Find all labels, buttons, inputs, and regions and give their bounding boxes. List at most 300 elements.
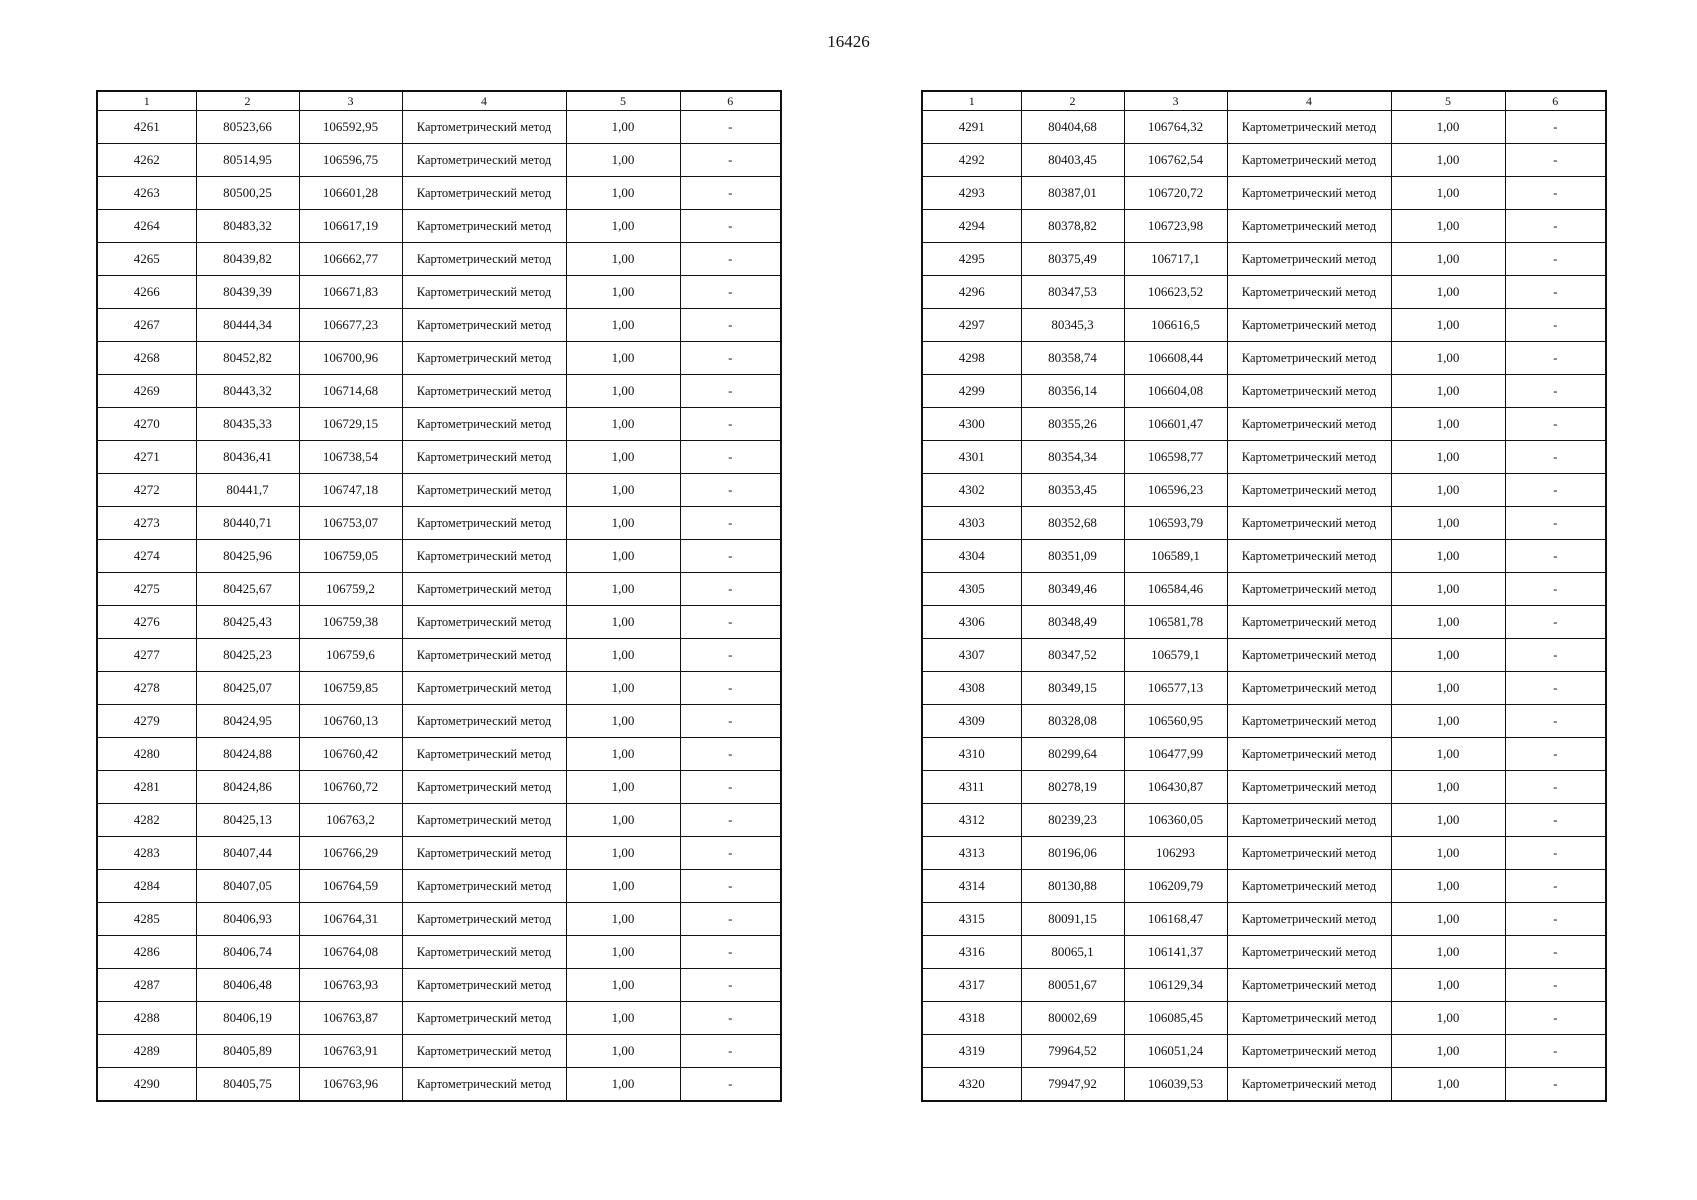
- method-cell: Картометрический метод: [402, 1002, 566, 1035]
- table-row: [97, 903, 781, 936]
- point-number-cell: 4311: [922, 771, 1021, 804]
- table-row: [922, 672, 1606, 705]
- x-coordinate-cell: 80441,7: [196, 474, 299, 507]
- description-cell: -: [680, 309, 781, 342]
- accuracy-cell: 1,00: [566, 969, 680, 1002]
- accuracy-cell: 1,00: [1391, 375, 1505, 408]
- point-number-cell: 4295: [922, 243, 1021, 276]
- point-number-cell: 4268: [97, 342, 196, 375]
- table-row: [97, 243, 781, 276]
- method-cell: Картометрический метод: [1227, 870, 1391, 903]
- point-number-cell: 4277: [97, 639, 196, 672]
- method-cell: Картометрический метод: [1227, 243, 1391, 276]
- method-cell: Картометрический метод: [1227, 639, 1391, 672]
- table-row: [97, 177, 781, 210]
- column-header-6: 6: [1505, 91, 1606, 111]
- point-number-cell: 4288: [97, 1002, 196, 1035]
- method-cell: Картометрический метод: [402, 441, 566, 474]
- y-coordinate-cell: 106579,1: [1124, 639, 1227, 672]
- accuracy-cell: 1,00: [566, 210, 680, 243]
- y-coordinate-cell: 106763,2: [299, 804, 402, 837]
- description-cell: -: [680, 705, 781, 738]
- table-row: [97, 1002, 781, 1035]
- accuracy-cell: 1,00: [566, 804, 680, 837]
- point-number-cell: 4265: [97, 243, 196, 276]
- method-cell: Картометрический метод: [1227, 804, 1391, 837]
- table-row: [922, 969, 1606, 1002]
- point-number-cell: 4264: [97, 210, 196, 243]
- description-cell: -: [1505, 408, 1606, 441]
- x-coordinate-cell: 80358,74: [1021, 342, 1124, 375]
- table-row: [97, 474, 781, 507]
- x-coordinate-cell: 80514,95: [196, 144, 299, 177]
- column-header-1: 1: [97, 91, 196, 111]
- accuracy-cell: 1,00: [1391, 672, 1505, 705]
- accuracy-cell: 1,00: [1391, 243, 1505, 276]
- description-cell: -: [680, 903, 781, 936]
- accuracy-cell: 1,00: [1391, 474, 1505, 507]
- point-number-cell: 4261: [97, 111, 196, 144]
- point-number-cell: 4291: [922, 111, 1021, 144]
- table-row: [97, 606, 781, 639]
- method-cell: Картометрический метод: [402, 573, 566, 606]
- table-row: [922, 606, 1606, 639]
- method-cell: Картометрический метод: [402, 408, 566, 441]
- description-cell: -: [1505, 540, 1606, 573]
- point-number-cell: 4294: [922, 210, 1021, 243]
- x-coordinate-cell: 80425,96: [196, 540, 299, 573]
- accuracy-cell: 1,00: [566, 1068, 680, 1102]
- x-coordinate-cell: 80299,64: [1021, 738, 1124, 771]
- table-row: [97, 111, 781, 144]
- table-body-right: [922, 111, 1606, 1102]
- y-coordinate-cell: 106581,78: [1124, 606, 1227, 639]
- y-coordinate-cell: 106662,77: [299, 243, 402, 276]
- y-coordinate-cell: 106589,1: [1124, 540, 1227, 573]
- method-cell: Картометрический метод: [402, 144, 566, 177]
- accuracy-cell: 1,00: [566, 177, 680, 210]
- x-coordinate-cell: 80355,26: [1021, 408, 1124, 441]
- description-cell: -: [680, 870, 781, 903]
- table-row: [97, 672, 781, 705]
- method-cell: Картометрический метод: [1227, 408, 1391, 441]
- y-coordinate-cell: 106601,28: [299, 177, 402, 210]
- accuracy-cell: 1,00: [566, 639, 680, 672]
- y-coordinate-cell: 106209,79: [1124, 870, 1227, 903]
- point-number-cell: 4262: [97, 144, 196, 177]
- method-cell: Картометрический метод: [1227, 276, 1391, 309]
- table-row: [97, 738, 781, 771]
- point-number-cell: 4286: [97, 936, 196, 969]
- column-header-5: 5: [1391, 91, 1505, 111]
- table-row: [922, 540, 1606, 573]
- description-cell: -: [1505, 507, 1606, 540]
- x-coordinate-cell: 80352,68: [1021, 507, 1124, 540]
- method-cell: Картометрический метод: [402, 540, 566, 573]
- point-number-cell: 4300: [922, 408, 1021, 441]
- description-cell: -: [680, 1002, 781, 1035]
- column-header-6: 6: [680, 91, 781, 111]
- method-cell: Картометрический метод: [402, 375, 566, 408]
- description-cell: -: [1505, 606, 1606, 639]
- method-cell: Картометрический метод: [402, 870, 566, 903]
- y-coordinate-cell: 106723,98: [1124, 210, 1227, 243]
- table-row: [922, 474, 1606, 507]
- accuracy-cell: 1,00: [1391, 507, 1505, 540]
- description-cell: -: [680, 936, 781, 969]
- y-coordinate-cell: 106477,99: [1124, 738, 1227, 771]
- description-cell: -: [1505, 771, 1606, 804]
- page-number: 16426: [827, 32, 870, 51]
- point-number-cell: 4305: [922, 573, 1021, 606]
- description-cell: -: [680, 1035, 781, 1068]
- description-cell: -: [680, 540, 781, 573]
- method-cell: Картометрический метод: [402, 1035, 566, 1068]
- point-number-cell: 4298: [922, 342, 1021, 375]
- method-cell: Картометрический метод: [1227, 573, 1391, 606]
- method-cell: Картометрический метод: [402, 606, 566, 639]
- point-number-cell: 4278: [97, 672, 196, 705]
- x-coordinate-cell: 80425,43: [196, 606, 299, 639]
- method-cell: Картометрический метод: [1227, 342, 1391, 375]
- y-coordinate-cell: 106753,07: [299, 507, 402, 540]
- y-coordinate-cell: 106759,6: [299, 639, 402, 672]
- point-number-cell: 4276: [97, 606, 196, 639]
- y-coordinate-cell: 106051,24: [1124, 1035, 1227, 1068]
- y-coordinate-cell: 106759,2: [299, 573, 402, 606]
- accuracy-cell: 1,00: [566, 672, 680, 705]
- x-coordinate-cell: 80387,01: [1021, 177, 1124, 210]
- description-cell: -: [680, 738, 781, 771]
- x-coordinate-cell: 80353,45: [1021, 474, 1124, 507]
- x-coordinate-cell: 80328,08: [1021, 705, 1124, 738]
- description-cell: -: [680, 639, 781, 672]
- column-header-3: 3: [299, 91, 402, 111]
- y-coordinate-cell: 106714,68: [299, 375, 402, 408]
- method-cell: Картометрический метод: [402, 474, 566, 507]
- accuracy-cell: 1,00: [566, 144, 680, 177]
- x-coordinate-cell: 80351,09: [1021, 540, 1124, 573]
- table-row: [97, 375, 781, 408]
- method-cell: Картометрический метод: [1227, 837, 1391, 870]
- point-number-cell: 4274: [97, 540, 196, 573]
- accuracy-cell: 1,00: [1391, 276, 1505, 309]
- x-coordinate-cell: 80424,95: [196, 705, 299, 738]
- table-row: [97, 1035, 781, 1068]
- y-coordinate-cell: 106729,15: [299, 408, 402, 441]
- x-coordinate-cell: 80347,53: [1021, 276, 1124, 309]
- description-cell: -: [1505, 573, 1606, 606]
- method-cell: Картометрический метод: [402, 507, 566, 540]
- y-coordinate-cell: 106608,44: [1124, 342, 1227, 375]
- y-coordinate-cell: 106764,31: [299, 903, 402, 936]
- column-header-4: 4: [1227, 91, 1391, 111]
- y-coordinate-cell: 106766,29: [299, 837, 402, 870]
- table-row: [922, 705, 1606, 738]
- y-coordinate-cell: 106760,42: [299, 738, 402, 771]
- description-cell: -: [1505, 309, 1606, 342]
- accuracy-cell: 1,00: [1391, 210, 1505, 243]
- point-number-cell: 4318: [922, 1002, 1021, 1035]
- method-cell: Картометрический метод: [402, 342, 566, 375]
- x-coordinate-cell: 80375,49: [1021, 243, 1124, 276]
- x-coordinate-cell: 80348,49: [1021, 606, 1124, 639]
- method-cell: Картометрический метод: [1227, 474, 1391, 507]
- x-coordinate-cell: 80406,93: [196, 903, 299, 936]
- point-number-cell: 4279: [97, 705, 196, 738]
- y-coordinate-cell: 106763,91: [299, 1035, 402, 1068]
- table-row: [922, 837, 1606, 870]
- x-coordinate-cell: 80405,75: [196, 1068, 299, 1102]
- table-row: [922, 1068, 1606, 1102]
- y-coordinate-cell: 106738,54: [299, 441, 402, 474]
- accuracy-cell: 1,00: [1391, 408, 1505, 441]
- x-coordinate-cell: 80443,32: [196, 375, 299, 408]
- x-coordinate-cell: 80425,67: [196, 573, 299, 606]
- x-coordinate-cell: 79947,92: [1021, 1068, 1124, 1102]
- point-number-cell: 4293: [922, 177, 1021, 210]
- description-cell: -: [1505, 870, 1606, 903]
- accuracy-cell: 1,00: [1391, 936, 1505, 969]
- table-row: [922, 243, 1606, 276]
- x-coordinate-cell: 80349,46: [1021, 573, 1124, 606]
- table-row: [922, 507, 1606, 540]
- point-number-cell: 4282: [97, 804, 196, 837]
- y-coordinate-cell: 106764,32: [1124, 111, 1227, 144]
- table-row: [922, 771, 1606, 804]
- table-row: [922, 408, 1606, 441]
- x-coordinate-cell: 80196,06: [1021, 837, 1124, 870]
- description-cell: -: [1505, 243, 1606, 276]
- x-coordinate-cell: 80407,05: [196, 870, 299, 903]
- method-cell: Картометрический метод: [1227, 375, 1391, 408]
- accuracy-cell: 1,00: [566, 771, 680, 804]
- column-header-3: 3: [1124, 91, 1227, 111]
- table-row: [97, 144, 781, 177]
- column-header-1: 1: [922, 91, 1021, 111]
- coordinates-table-left: [96, 90, 782, 1102]
- x-coordinate-cell: 80425,13: [196, 804, 299, 837]
- method-cell: Картометрический метод: [1227, 507, 1391, 540]
- y-coordinate-cell: 106671,83: [299, 276, 402, 309]
- method-cell: Картометрический метод: [1227, 210, 1391, 243]
- accuracy-cell: 1,00: [1391, 1002, 1505, 1035]
- x-coordinate-cell: 80424,86: [196, 771, 299, 804]
- x-coordinate-cell: 80405,89: [196, 1035, 299, 1068]
- x-coordinate-cell: 80440,71: [196, 507, 299, 540]
- description-cell: -: [1505, 1035, 1606, 1068]
- y-coordinate-cell: 106141,37: [1124, 936, 1227, 969]
- description-cell: -: [1505, 276, 1606, 309]
- x-coordinate-cell: 80239,23: [1021, 804, 1124, 837]
- description-cell: -: [680, 672, 781, 705]
- point-number-cell: 4312: [922, 804, 1021, 837]
- column-header-4: 4: [402, 91, 566, 111]
- accuracy-cell: 1,00: [566, 903, 680, 936]
- method-cell: Картометрический метод: [1227, 540, 1391, 573]
- description-cell: -: [680, 969, 781, 1002]
- accuracy-cell: 1,00: [566, 573, 680, 606]
- y-coordinate-cell: 106623,52: [1124, 276, 1227, 309]
- table-row: [97, 804, 781, 837]
- point-number-cell: 4308: [922, 672, 1021, 705]
- accuracy-cell: 1,00: [1391, 441, 1505, 474]
- point-number-cell: 4297: [922, 309, 1021, 342]
- table-row: [922, 210, 1606, 243]
- x-coordinate-cell: 80439,39: [196, 276, 299, 309]
- method-cell: Картометрический метод: [1227, 144, 1391, 177]
- point-number-cell: 4303: [922, 507, 1021, 540]
- x-coordinate-cell: 80424,88: [196, 738, 299, 771]
- accuracy-cell: 1,00: [1391, 606, 1505, 639]
- description-cell: -: [1505, 1002, 1606, 1035]
- y-coordinate-cell: 106764,59: [299, 870, 402, 903]
- point-number-cell: 4315: [922, 903, 1021, 936]
- accuracy-cell: 1,00: [1391, 1035, 1505, 1068]
- y-coordinate-cell: 106700,96: [299, 342, 402, 375]
- y-coordinate-cell: 106759,85: [299, 672, 402, 705]
- description-cell: -: [680, 375, 781, 408]
- description-cell: -: [680, 441, 781, 474]
- table-row: [922, 441, 1606, 474]
- x-coordinate-cell: 80435,33: [196, 408, 299, 441]
- description-cell: -: [680, 1068, 781, 1102]
- point-number-cell: 4267: [97, 309, 196, 342]
- method-cell: Картометрический метод: [402, 309, 566, 342]
- accuracy-cell: 1,00: [1391, 309, 1505, 342]
- table-row: [97, 969, 781, 1002]
- accuracy-cell: 1,00: [1391, 177, 1505, 210]
- x-coordinate-cell: 80436,41: [196, 441, 299, 474]
- description-cell: -: [1505, 738, 1606, 771]
- x-coordinate-cell: 80444,34: [196, 309, 299, 342]
- table-row: [97, 540, 781, 573]
- accuracy-cell: 1,00: [1391, 639, 1505, 672]
- x-coordinate-cell: 80425,07: [196, 672, 299, 705]
- x-coordinate-cell: 80130,88: [1021, 870, 1124, 903]
- table-row: [922, 804, 1606, 837]
- y-coordinate-cell: 106763,93: [299, 969, 402, 1002]
- method-cell: Картометрический метод: [402, 276, 566, 309]
- accuracy-cell: 1,00: [566, 507, 680, 540]
- description-cell: -: [1505, 837, 1606, 870]
- description-cell: -: [680, 276, 781, 309]
- x-coordinate-cell: 80403,45: [1021, 144, 1124, 177]
- description-cell: -: [680, 243, 781, 276]
- accuracy-cell: 1,00: [1391, 540, 1505, 573]
- table-row: [922, 870, 1606, 903]
- point-number-cell: 4304: [922, 540, 1021, 573]
- x-coordinate-cell: 80406,74: [196, 936, 299, 969]
- x-coordinate-cell: 80356,14: [1021, 375, 1124, 408]
- description-cell: -: [1505, 144, 1606, 177]
- x-coordinate-cell: 80345,3: [1021, 309, 1124, 342]
- y-coordinate-cell: 106584,46: [1124, 573, 1227, 606]
- x-coordinate-cell: 80452,82: [196, 342, 299, 375]
- accuracy-cell: 1,00: [566, 111, 680, 144]
- accuracy-cell: 1,00: [566, 705, 680, 738]
- point-number-cell: 4275: [97, 573, 196, 606]
- y-coordinate-cell: 106360,05: [1124, 804, 1227, 837]
- table-row: [97, 210, 781, 243]
- method-cell: Картометрический метод: [402, 738, 566, 771]
- y-coordinate-cell: 106747,18: [299, 474, 402, 507]
- x-coordinate-cell: 80378,82: [1021, 210, 1124, 243]
- description-cell: -: [680, 210, 781, 243]
- point-number-cell: 4273: [97, 507, 196, 540]
- point-number-cell: 4287: [97, 969, 196, 1002]
- x-coordinate-cell: 80406,48: [196, 969, 299, 1002]
- point-number-cell: 4270: [97, 408, 196, 441]
- table-row: [922, 309, 1606, 342]
- method-cell: Картометрический метод: [1227, 705, 1391, 738]
- point-number-cell: 4320: [922, 1068, 1021, 1102]
- y-coordinate-cell: 106560,95: [1124, 705, 1227, 738]
- description-cell: -: [1505, 639, 1606, 672]
- point-number-cell: 4283: [97, 837, 196, 870]
- table-row: [922, 177, 1606, 210]
- accuracy-cell: 1,00: [1391, 804, 1505, 837]
- description-cell: -: [1505, 111, 1606, 144]
- accuracy-cell: 1,00: [566, 276, 680, 309]
- accuracy-cell: 1,00: [1391, 705, 1505, 738]
- accuracy-cell: 1,00: [1391, 1068, 1505, 1102]
- description-cell: -: [680, 573, 781, 606]
- table-row: [97, 639, 781, 672]
- y-coordinate-cell: 106616,5: [1124, 309, 1227, 342]
- column-header-2: 2: [1021, 91, 1124, 111]
- x-coordinate-cell: 80354,34: [1021, 441, 1124, 474]
- y-coordinate-cell: 106430,87: [1124, 771, 1227, 804]
- method-cell: Картометрический метод: [402, 672, 566, 705]
- point-number-cell: 4269: [97, 375, 196, 408]
- point-number-cell: 4289: [97, 1035, 196, 1068]
- accuracy-cell: 1,00: [566, 837, 680, 870]
- description-cell: -: [1505, 342, 1606, 375]
- table-body-left: [97, 111, 781, 1102]
- table-header-row: [97, 91, 781, 111]
- description-cell: -: [1505, 177, 1606, 210]
- table-row: [97, 870, 781, 903]
- x-coordinate-cell: 80349,15: [1021, 672, 1124, 705]
- method-cell: Картометрический метод: [1227, 771, 1391, 804]
- accuracy-cell: 1,00: [566, 375, 680, 408]
- y-coordinate-cell: 106039,53: [1124, 1068, 1227, 1102]
- method-cell: Картометрический метод: [1227, 672, 1391, 705]
- method-cell: Картометрический метод: [1227, 111, 1391, 144]
- accuracy-cell: 1,00: [566, 474, 680, 507]
- table-row: [922, 1002, 1606, 1035]
- accuracy-cell: 1,00: [1391, 837, 1505, 870]
- y-coordinate-cell: 106720,72: [1124, 177, 1227, 210]
- x-coordinate-cell: 80439,82: [196, 243, 299, 276]
- description-cell: -: [1505, 474, 1606, 507]
- y-coordinate-cell: 106593,79: [1124, 507, 1227, 540]
- y-coordinate-cell: 106293: [1124, 837, 1227, 870]
- y-coordinate-cell: 106085,45: [1124, 1002, 1227, 1035]
- table-row: [922, 738, 1606, 771]
- method-cell: Картометрический метод: [1227, 936, 1391, 969]
- method-cell: Картометрический метод: [1227, 309, 1391, 342]
- description-cell: -: [680, 408, 781, 441]
- description-cell: -: [680, 507, 781, 540]
- table-header-row: [922, 91, 1606, 111]
- point-number-cell: 4299: [922, 375, 1021, 408]
- point-number-cell: 4316: [922, 936, 1021, 969]
- method-cell: Картометрический метод: [402, 837, 566, 870]
- table-row: [922, 573, 1606, 606]
- description-cell: -: [1505, 804, 1606, 837]
